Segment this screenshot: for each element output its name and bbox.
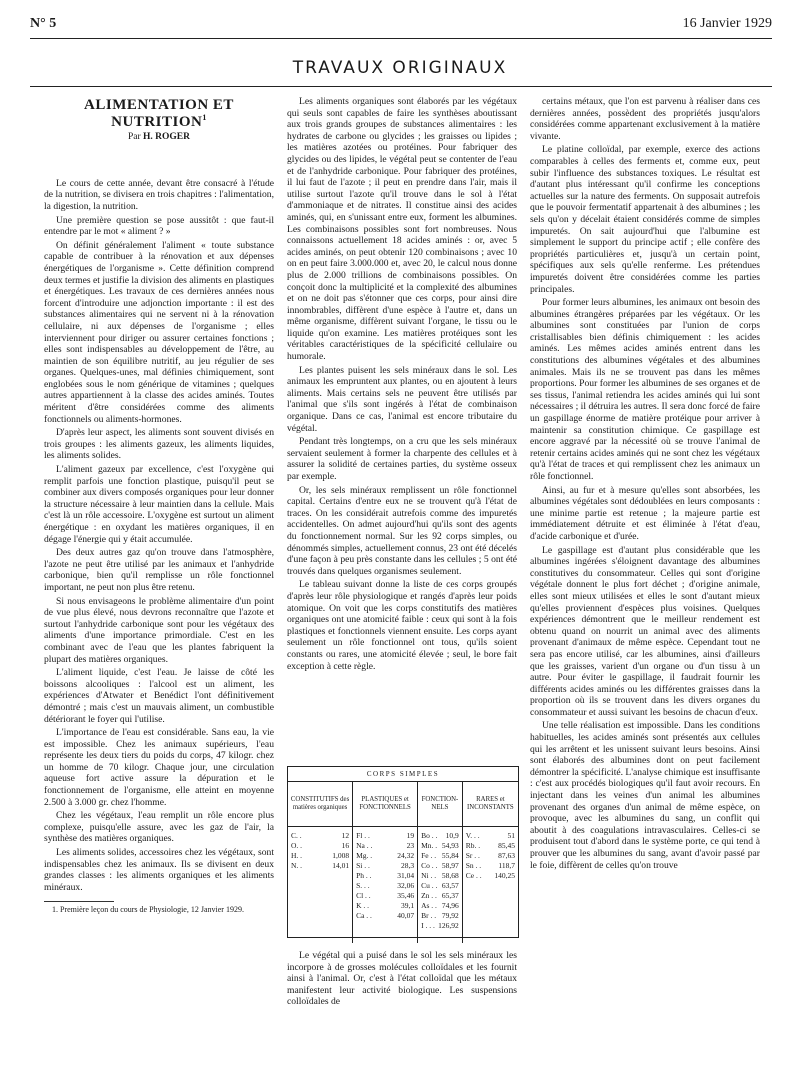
table-header: PLASTIQUES et FONCTIONNELS [353, 782, 418, 827]
table-entry [356, 871, 414, 881]
atomic-weight: 63,57 [441, 881, 459, 890]
paragraph: On définit généralement l'aliment « toute substance capable de contribuer à la rénovation et aux dépenses énergétiques de l'organisme ». Cette définition comprend deux termes et justifie la division des aliments en plastiques et énergétiques. Les travaux de ces dernières années nous forcent d'introduire une adjonction importante : il est des substances alimentaires qui ne servent ni à la rénovation cellulaire, ni aux dépenses de l'organisme ; elles interviennent pour diriger ou assurer certaines fonctions ; elles sont indispensables au développement de l'être, au maintien de son équilibre nutritif, au jeu régulier de ses organes. Quelques-unes, mal définies chimiquement, sont englobées sous le nom générique de vitamines ; quelques autres appartiennent à la classe des acides aminés. Toutes méritent d'être considérées comme des aliments fonctionnels ou aliments-hormones. [44, 239, 274, 425]
table-entry [466, 871, 515, 881]
element-symbol: S. . . [356, 881, 370, 890]
atomic-weight: 19 [406, 831, 415, 840]
atomic-weight: 140,25 [494, 871, 515, 880]
table-entry [291, 861, 349, 871]
issue-date: 16 Janvier 1929 [682, 16, 772, 31]
table-caption: CORPS SIMPLES [288, 767, 518, 782]
element-symbol: Ca . . [356, 911, 372, 920]
element-symbol: O. . [291, 841, 303, 850]
table-entry [421, 891, 459, 901]
atomic-weight: 40,07 [397, 911, 415, 920]
paragraph: Le cours de cette année, devant être consacré à l'étude de la nutrition, se divisera en trois chapitres : l'alimentation, la digestion, la nutrition. [44, 177, 274, 212]
atomic-weight: 1,008 [332, 851, 350, 860]
atomic-weight: 65,37 [441, 891, 459, 900]
element-symbol: Bo . . [421, 831, 438, 840]
title-footnote-marker: 1 [202, 112, 207, 122]
paragraph: Les aliments organiques sont élaborés par les végétaux qui seuls sont capables de faire les synthèses aboutissant aux trois grands groupes de substances alimentaires : les hydrates de carbone ou glycides ; les graisses ou lipides ; les matières azotées ou protéines. Pour fabriquer des glycides ou des lipides, le végétal peut se contenter de l'eau et de l'anhydride carbonique. Pour fabriquer des protéines, il lui faut de l'azote ; il peut en prendre dans l'air, mais il utilise surtout l'azote qu'il trouve dans le sol à l'état d'ammoniaque et de nitrates. Il constitue ainsi des acides aminés, qui, en s'unissant entre eux, forment les albumines. Les combinaisons possibles sont fort nombreuses. Nous connaissons actuellement 18 acides aminés : or, avec 5 acides aminés, on peut obtenir 120 combinaisons ; avec 10 on en peut faire 3.000.000 et, avec 20, le calcul nous donne plus de 2.000 trillions de combinaisons possibles. On conçoit donc la multiplicité et la complexité des albumines et on ne doit pas s'étonner que ces corps, pour ainsi dire innombrables, diffèrent d'une espèce à l'autre et, dans un même organisme, diffèrent suivant l'organe, le tissu ou le liquide qu'on examine. Les matières protéiques sont les véritables caractéristiques de la spécificité cellulaire ou humorale. [287, 96, 517, 363]
paragraph: Pendant très longtemps, on a cru que les sels minéraux servaient seulement à former la charpente des cellules et à assurer la solidité de certaines parties, du système osseux par exemple. [287, 436, 517, 482]
paragraph: Pour former leurs albumines, les animaux ont besoin des albumines étrangères préparées par les végétaux. Or les albumines sont constituées par l'union de corps cristallisables bien définis chimiquement : les acides aminés. Les mêmes acides aminés entrent dans les constitutions des albumines végétales et des albumines animales. Mais ils ne se trouvent pas dans les mêmes proportions. Pour former les albumines de ses organes et de ses tissus, l'animal retiendra les acides aminés qui lui sont nécessaires ; il détruira les autres. Il sera donc forcé de faire un gaspillage énorme de matière protéique pour arriver à maintenir sa constitution chimique. Ce gaspillage est encore aggravé par la nécessité où se trouve l'animal de retenir certains acides aminés qui ne sont chez les végétaux qu'à l'état de traces et qui remplissent chez les animaux un rôle fonctionnel. [530, 297, 760, 482]
atomic-weight: 79,92 [441, 911, 459, 920]
table-header: RARES et INCONSTANTS [462, 782, 518, 827]
element-symbol: V. . . [465, 831, 480, 840]
atomic-weight: 14,01 [332, 861, 350, 870]
element-symbol: Br . . [421, 911, 437, 920]
table-entry [466, 841, 515, 851]
paragraph: certains métaux, que l'on est parvenu à réaliser dans ces dernières années, possèdent des propriétés jusqu'alors considérées comme appartenant exclusivement à la matière vivante. [530, 96, 760, 142]
atomic-weight: 74,96 [441, 901, 459, 910]
table-entry [356, 831, 414, 841]
element-symbol: Rb. . [465, 841, 481, 850]
element-symbol: Zn . . [421, 891, 437, 900]
table-entry [356, 901, 414, 911]
footnote-rule [44, 901, 114, 902]
table-column-plastiques [353, 827, 418, 944]
element-symbol: Mn. . [421, 841, 438, 850]
atomic-weight: 16 [341, 841, 350, 850]
atomic-weight: 55,84 [441, 851, 459, 860]
element-symbol: Ni . . [421, 871, 437, 880]
table-header: FONCTION-NELS [418, 782, 463, 827]
paragraph: Les plantes puisent les sels minéraux dans le sol. Les animaux les empruntent aux plantes, ou en ajoutent à leurs aliments. Mais certains sels ne peuvent être utilisés par l'animal que s'ils sont ingérés à l'état de combinaison organique. Dans ce cas, l'animal est encore tributaire du végétal. [287, 364, 517, 434]
column-2 [287, 96, 517, 674]
atomic-weight: 10,9 [445, 831, 459, 840]
table-column-fonctionnels [418, 827, 463, 944]
paragraph: L'aliment liquide, c'est l'eau. Je laisse de côté les boissons alcooliques : l'alcool est un aliment, les expériences d'Atwater et Benédict l'ont définitivement démontré ; mais c'est un mauvais aliment, un combustible détériorant le foyer qui l'utilise. [44, 667, 274, 725]
paragraph: D'après leur aspect, les aliments sont souvent divisés en trois groupes : les aliments gazeux, les aliments liquides, les aliments solides. [44, 427, 274, 462]
table-entry [421, 851, 459, 861]
atomic-weight: 24,32 [397, 851, 415, 860]
element-symbol: Ph . . [356, 871, 372, 880]
table-entry [291, 841, 349, 851]
atomic-weight: 28,3 [400, 861, 415, 870]
table-entry [356, 841, 414, 851]
table-entry [356, 891, 414, 901]
paragraph: Or, les sels minéraux remplissent un rôle fonctionnel capital. Certains d'entre eux ne se trouvent qu'à l'état de traces. On les considérait autrefois comme des impuretés accidentelles. On admet aujourd'hui qu'ils sont des agents du fonctionnement normal. Sur les 92 corps simples, ou dénommés simples, actuellement connus, 23 ont été décelés d'une façon à peu près constante dans les cellules ; 5 ont été trouvés dans quelques organismes seulement. [287, 484, 517, 577]
element-symbol: C. . [291, 831, 302, 840]
element-symbol: Fl . . [356, 831, 370, 840]
element-symbol: As . . [421, 901, 437, 910]
element-symbol: Fe . . [421, 851, 437, 860]
column-2-continued [287, 950, 517, 1008]
table-entry [421, 881, 459, 891]
atomic-weight: 87,63 [498, 851, 515, 860]
paragraph: Ainsi, au fur et à mesure qu'elles sont absorbées, les albumines végétales sont dédoublées en leurs composants : une minime partie est retenue ; la majeure partie est immédiatement détruite et est éliminée à l'état d'eau, d'acide carbonique et d'urée. [530, 484, 760, 542]
table-column-rares [462, 827, 518, 944]
table-entry [421, 921, 459, 931]
paragraph: L'importance de l'eau est considérable. Sans eau, la vie est impossible. Chez les animaux supérieurs, l'eau représente les deux tiers du poids du corps, 47 kilogr. chez un homme de 70 kilogr. Chaque jour, une circulation aqueuse fort active assure la dépuration et le fonctionnement de l'organisme, elle atteint en moyenne 2.500 à 3.000 gr. chez l'homme. [44, 727, 274, 808]
section-title: TRAVAUX ORIGINAUX [292, 58, 508, 78]
atomic-weight: 12 [341, 831, 350, 840]
column-3 [530, 96, 760, 873]
atomic-weight: 126,92 [438, 921, 459, 930]
table-column-constitutifs [288, 827, 353, 944]
paragraph: Le platine colloïdal, par exemple, exerce des actions comparables à celles des ferments et, comme eux, peut subir l'influence des substances toxiques. Le résultat est d'autant plus intéressant qu'il confirme les conceptions actuelles sur la nature des ferments. On supposait autrefois que le pouvoir fermentatif appartenait à des albumines ; les sels qu'on y décelait étaient considérés comme de simples impuretés. On sait aujourd'hui que l'albumine est simplement le support du principe actif ; elle confère des propriétés particulières et, jusqu'à un certain point, spécifiques aux sels qu'elle renferme. Les prétendues impuretés doivent être considérées comme les parties principales. [530, 144, 760, 295]
atomic-weight: 51 [507, 831, 515, 840]
element-symbol: Cl . . [356, 891, 371, 900]
table-entry [291, 851, 349, 861]
table-entry [421, 901, 459, 911]
table-entry [356, 881, 414, 891]
element-symbol: Co . . [421, 861, 438, 870]
section-rule [30, 86, 772, 87]
page-header [30, 14, 772, 36]
atomic-weight: 35,46 [397, 891, 415, 900]
elements-table [287, 766, 519, 938]
table-entry [466, 851, 515, 861]
atomic-weight: 32,06 [397, 881, 415, 890]
element-symbol: H. . [291, 851, 303, 860]
table-entry [291, 831, 349, 841]
atomic-weight: 118,7 [498, 861, 515, 870]
atomic-weight: 39,1 [400, 901, 415, 910]
author-name: H. ROGER [143, 132, 191, 143]
paragraph: Le gaspillage est d'autant plus considérable que les albumines ingérées s'éloignent davantage des albumines constitutives du consommateur. Celles qui sont d'origine végétale donnent le plus fort déchet ; d'origine animale, elles sont mieux utilisées et elles le sont d'autant mieux qu'elles proviennent d'espèces plus voisines. Quelques expériences démontrent que le meilleur rendement est obtenu quand on nourrit un animal avec des aliments provenant d'animaux de même espèce. Cependant tout ne sera pas encore utilisé, car les albumines, ainsi d'ailleurs que les graisses, varient d'un organe ou d'un tissu à un autre. Pour éviter le gaspillage, il faudrait fournir les différents acides aminés ou les différentes graisses dans la proportion où ils se trouvent dans les divers organes du consommateur et aussi suivant les besoins de chacun d'eux. [530, 544, 760, 718]
column-2-body [287, 96, 517, 672]
table-entry [356, 911, 414, 921]
element-symbol: Cu . . [421, 881, 438, 890]
paragraph: Le végétal qui a puisé dans le sol les sels minéraux les incorpore à de grosses molécules colloïdales et les fournit ainsi à l'animal. Or, c'est à l'état colloïdal que les métaux manifestent leur activité biologique. Les suspensions colloïdales de [287, 950, 517, 1008]
table-entry [421, 841, 459, 851]
column-1-body [44, 178, 274, 894]
paragraph: Une telle réalisation est impossible. Dans les conditions habituelles, les acides aminés sont présentés aux cellules qui les arrêtent et les unissent suivant leurs besoins. Ainsi sont élaborés des albumines dont on peut facilement démontrer la spécificité. L'analyse chimique est insuffisante : c'est aux procédés biologiques qu'il faut avoir recours. En injectant dans les veines d'un animal les albumines provenant des organes d'un animal de même espèce, on provoque, avec les albumines du sang, un conflit qui aboutit à des coagulations intravasculaires. Celles-ci se produisent tout d'abord dans le système porte, ce qui tend à prouver que les albumines du sang, avant d'avoir passé par le foie, diffèrent de celles qu'on trouve [530, 720, 760, 871]
element-symbol: Ce . . [465, 871, 482, 880]
table-entry [356, 851, 414, 861]
column-1 [44, 96, 274, 915]
paragraph: Chez les végétaux, l'eau remplit un rôle encore plus complexe, puisqu'elle assure, avec les gaz de l'air, la synthèse des matières organiques. [44, 810, 274, 845]
table-entry [421, 911, 459, 921]
atomic-weight: 58,68 [441, 871, 459, 880]
element-symbol: Si . . [356, 861, 370, 870]
element-symbol: K . . [356, 901, 370, 910]
header-rule [30, 38, 772, 39]
issue-number: N° 5 [30, 16, 57, 31]
footnote: 1. Première leçon du cours de Physiologie, 12 Janvier 1929. [52, 905, 244, 915]
article-byline: Par H. ROGER [127, 132, 191, 143]
paragraph: Les aliments solides, accessoires chez les végétaux, sont indispensables chez les animaux. Ils se divisent en deux grandes classes : les aliments organiques et les aliments minéraux. [44, 847, 274, 893]
paragraph: Si nous envisageons le problème alimentaire d'un point de vue plus élevé, nous devrons reconnaître que l'azote et surtout l'anhydride carbonique sont pour les végétaux des aliments d'une importance primordiale. C'est en les combinant avec de l'eau que les plantes fabriquent la plupart des matières organiques. [44, 595, 274, 665]
table-entry [466, 831, 515, 841]
table-header: CONSTITUTIFS des matières organiques [288, 782, 353, 827]
paragraph: L'aliment gazeux par excellence, c'est l'oxygène qui remplit parfois une fonction plastique, puisqu'il peut se combiner aux divers composés organiques pour leur donner la structure nécessaire à leur maintien dans la cellule. Mais c'est là un rôle accessoire. L'oxygène est surtout un aliment énergétique : en oxydant les matières organiques, il en dégage l'énergie qui y était accumulée. [44, 464, 274, 545]
table-entry [466, 861, 515, 871]
element-symbol: Na . . [356, 841, 373, 850]
atomic-weight: 58,97 [441, 861, 459, 870]
atomic-weight: 23 [406, 841, 415, 850]
atomic-weight: 85,45 [498, 841, 515, 850]
article-title: ALIMENTATION ET NUTRITION$^1$ [84, 97, 234, 130]
table-entry [421, 871, 459, 881]
element-symbol: Sn . . [465, 861, 482, 870]
paragraph: Le tableau suivant donne la liste de ces corps groupés d'après leur rôle physiologique et rangés d'après leur poids atomique. On voit que les corps constitutifs des matières organiques ont une atomicité faible : ceux qui sont à la fois plastiques et fonctionnels viennent ensuite. Les corps ayant seulement un rôle fonctionnel ont tous, qu'ils soient constants ou rares, une atomicité élevée ; seul, le bore fait exception à cette règle. [287, 579, 517, 672]
paragraph: Des deux autres gaz qu'on trouve dans l'atmosphère, l'azote ne peut être utilisé par les animaux et l'anhydride carbonique, bien qu'il remplisse un rôle fonctionnel important, ne peut non plus être retenu. [44, 547, 274, 593]
element-symbol: I . . . [421, 921, 435, 930]
atomic-weight: 31,04 [397, 871, 415, 880]
table-entry [356, 861, 414, 871]
element-symbol: Mg. . [356, 851, 373, 860]
atomic-weight: 54,93 [441, 841, 459, 850]
table-entry [421, 861, 459, 871]
column-3-body [530, 96, 760, 871]
table-entry [421, 831, 459, 841]
paragraph: Une première question se pose aussitôt : que faut-il entendre par le mot « aliment ? » [44, 214, 274, 238]
element-symbol: Sr . . [465, 851, 480, 860]
element-symbol: N. . [291, 861, 303, 870]
